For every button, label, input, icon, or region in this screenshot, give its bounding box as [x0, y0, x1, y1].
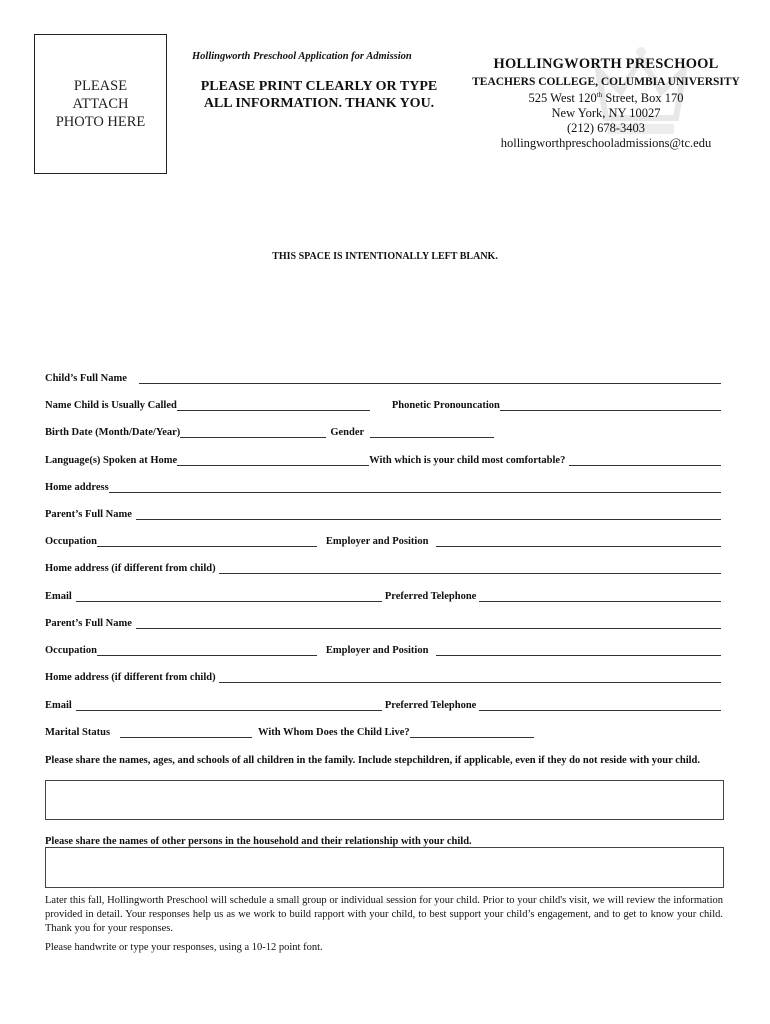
row-home-address — [45, 481, 721, 493]
child-lives-with-label: With Whom Does the Child Live? — [258, 727, 410, 738]
parent1-phone-field[interactable] — [479, 590, 721, 602]
parent2-employer-field[interactable] — [436, 644, 721, 656]
parent1-occupation-field[interactable] — [97, 535, 317, 547]
parent2-phone-field[interactable] — [479, 699, 721, 711]
household-prompt: Please share the names of other persons in the household and their relationship with your child. — [45, 836, 472, 847]
school-address: 525 West 120th Street, Box 170 — [528, 91, 684, 106]
birth-date-field[interactable] — [180, 426, 326, 438]
parent1-email-field[interactable] — [76, 590, 382, 602]
row-child-name — [45, 372, 721, 384]
parent2-home-address-label: Home address (if different from child) — [45, 672, 216, 683]
school-email: hollingworthpreschooladmissions@tc.edu — [500, 136, 712, 151]
closing-note: Please handwrite or type your responses, using a 10-12 point font. — [45, 942, 323, 953]
school-info — [470, 56, 742, 151]
phonetic-pronunciation-field[interactable] — [500, 399, 721, 411]
child-full-name-field[interactable] — [139, 372, 721, 384]
children-prompt: Please share the names, ages, and schools of all children in the family. Include stepchildren, if applicable, even if they do not reside with your child. — [45, 755, 701, 766]
parent2-email-label: Email — [45, 700, 72, 711]
row-parent1-contact — [45, 590, 721, 602]
row-parent1-occupation — [45, 535, 721, 547]
household-textbox[interactable] — [45, 847, 724, 888]
school-name: HOLLINGWORTH PRESCHOOL — [493, 56, 719, 72]
school-phone: (212) 678-3403 — [566, 121, 646, 136]
parent1-employer-label: Employer and Position — [325, 536, 429, 547]
parent2-occupation-field[interactable] — [97, 644, 317, 656]
languages-label: Language(s) Spoken at Home — [45, 455, 178, 466]
row-parent2-occupation — [45, 644, 721, 656]
photo-placeholder — [34, 34, 167, 174]
parent1-name-field[interactable] — [136, 508, 721, 520]
row-birth-gender — [45, 426, 721, 438]
row-parent2-address — [45, 671, 721, 683]
parent2-employer-label: Employer and Position — [325, 645, 429, 656]
print-instruction: PLEASE PRINT CLEARLY OR TYPE ALL INFORMATION. THANK YOU. — [200, 79, 438, 111]
phonetic-pronunciation-label: Phonetic Pronouncation — [391, 400, 500, 411]
parent2-home-address-field[interactable] — [219, 671, 721, 683]
parent1-occupation-label: Occupation — [45, 536, 97, 547]
most-comfortable-label: With which is your child most comfortable? — [369, 455, 566, 466]
name-usually-called-field[interactable] — [177, 399, 370, 411]
closing-paragraph: Later this fall, Hollingworth Preschool will schedule a small group or individual session for your child. Prior to your child's visit, we will review the information provided in detail. Your responses help us as we work to build rapport with your child, to best support your child’s engagement, and to get to know your child. Thank you for your responses. — [45, 895, 723, 934]
most-comfortable-field[interactable] — [569, 454, 721, 466]
child-lives-with-field[interactable] — [410, 726, 534, 738]
gender-field[interactable] — [370, 426, 494, 438]
row-called-name — [45, 399, 721, 411]
birth-date-label: Birth Date (Month/Date/Year) — [45, 427, 181, 438]
row-languages — [45, 454, 721, 466]
row-parent1-address — [45, 562, 721, 574]
form-subtitle: Hollingworth Preschool Application for Admission — [192, 51, 412, 62]
parent1-employer-field[interactable] — [436, 535, 721, 547]
row-parent1-name — [45, 508, 721, 520]
school-city: New York, NY 10027 — [551, 106, 661, 121]
home-address-label: Home address — [45, 482, 109, 493]
parent2-phone-label: Preferred Telephone — [384, 700, 477, 711]
child-full-name-label: Child’s Full Name — [45, 373, 127, 384]
children-textbox[interactable] — [45, 780, 724, 820]
photo-text-line-3: PHOTO HERE — [55, 114, 146, 130]
parent2-occupation-label: Occupation — [45, 645, 97, 656]
school-affiliation: TEACHERS COLLEGE, COLUMBIA UNIVERSITY — [472, 76, 740, 88]
languages-field[interactable] — [177, 454, 369, 466]
row-parent2-name — [45, 617, 721, 629]
parent1-name-label: Parent’s Full Name — [45, 509, 132, 520]
parent2-name-label: Parent’s Full Name — [45, 618, 132, 629]
name-usually-called-label: Name Child is Usually Called — [45, 400, 177, 411]
parent2-name-field[interactable] — [136, 617, 721, 629]
parent1-email-label: Email — [45, 591, 72, 602]
parent1-phone-label: Preferred Telephone — [384, 591, 477, 602]
parent2-email-field[interactable] — [76, 699, 382, 711]
gender-label: Gender — [330, 427, 365, 438]
parent1-home-address-label: Home address (if different from child) — [45, 563, 216, 574]
row-parent2-contact — [45, 699, 721, 711]
photo-text-line-2: ATTACH — [72, 96, 129, 112]
parent1-home-address-field[interactable] — [219, 562, 721, 574]
marital-status-label: Marital Status — [45, 727, 111, 738]
row-marital — [45, 726, 721, 738]
blank-space-note: THIS SPACE IS INTENTIONALLY LEFT BLANK. — [272, 251, 498, 262]
home-address-field[interactable] — [109, 481, 721, 493]
marital-status-field[interactable] — [120, 726, 252, 738]
photo-text-line-1: PLEASE — [73, 78, 128, 94]
